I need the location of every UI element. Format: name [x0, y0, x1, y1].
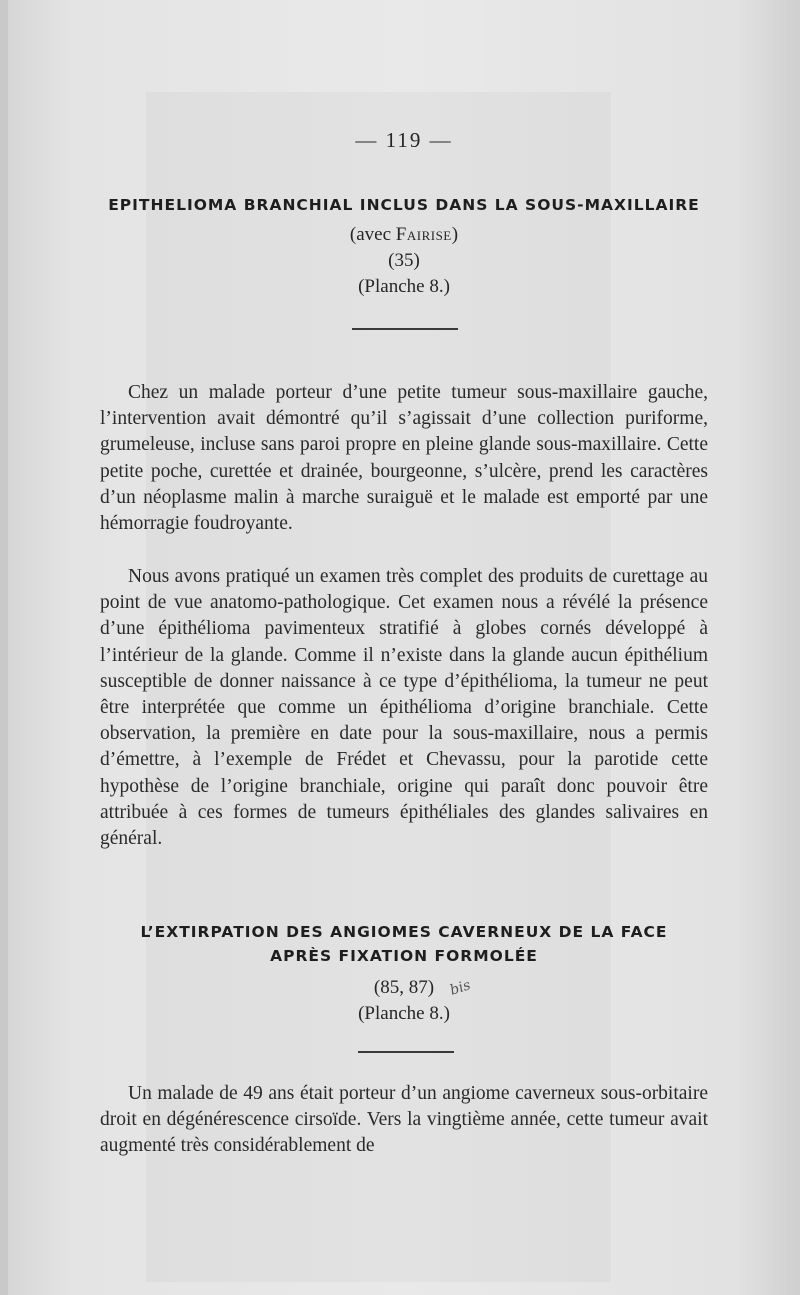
- paragraph: Chez un malade porteur d’une petite tumeur sous-maxillaire gauche, l’intervention avait démontré qu’il s’agissait d’une collection puriforme, grumeleuse, incluse sans paroi propre en pleine glande sous-maxillaire. Cette petite poche, curettée et drainée, bourgeonne, s’ulcère, prend les caractères d’un néoplasme malin à marche suraiguë et le malade est emporté par une hémorragie foudroyante.: [100, 382, 708, 535]
- reference-number: (85, 87): [373, 977, 435, 998]
- coauthor-prefix: (avec: [349, 224, 396, 245]
- handwritten-annotation: bis: [448, 977, 473, 999]
- section-title-angiomes: [100, 920, 708, 968]
- coauthor-name: Fairise: [395, 224, 452, 245]
- paragraph: Nous avons pratiqué un examen très complet des produits de curettage au point de vue anatomo-pathologique. Cet examen nous a révélé la présence d’une épithélioma pavimenteux stratifié à globes cornés développé à l’intérieur de la glande. Comme il n’existe dans la glande aucun épithélium susceptible de donner naissance à ce type d’épithélioma, la tumeur ne peut être interprétée que comme un épithélioma d’origine branchiale. Cette observation, la première en date pour la sous-maxillaire, nous a permis d’émettre, à l’exemple de Frédet et Chevassu, pour la parotide cette hypothèse de l’origine branchiale, origine qui paraît donc pouvoir être attribuée à ces formes de tumeurs épithéliales des glandes salivaires en général.: [100, 566, 708, 850]
- coauthor-suffix: ): [451, 224, 459, 245]
- section-title-epithelioma: EPITHELIOMA BRANCHIAL INCLUS DANS LA SOUS-MAXILLAIRE: [108, 196, 700, 214]
- page-number: — 119 —: [355, 128, 453, 152]
- reference-number: (35): [388, 250, 420, 271]
- section-divider: [358, 1051, 454, 1053]
- section-title-line: APRÈS FIXATION FORMOLÉE: [270, 947, 538, 965]
- book-page: [8, 0, 800, 1295]
- plate-reference: (Planche 8.): [358, 1003, 450, 1024]
- section-title-line: L’EXTIRPATION DES ANGIOMES CAVERNEUX DE LA FACE: [140, 923, 668, 941]
- coauthor-line: [100, 223, 708, 247]
- section-divider: [352, 328, 458, 330]
- plate-reference: (Planche 8.): [358, 276, 450, 297]
- paragraph: Un malade de 49 ans était porteur d’un angiome caverneux sous-orbitaire droit en dégénérescence cirsoïde. Vers la vingtième année, cette tumeur avait augmenté très considérablement de: [100, 1083, 708, 1157]
